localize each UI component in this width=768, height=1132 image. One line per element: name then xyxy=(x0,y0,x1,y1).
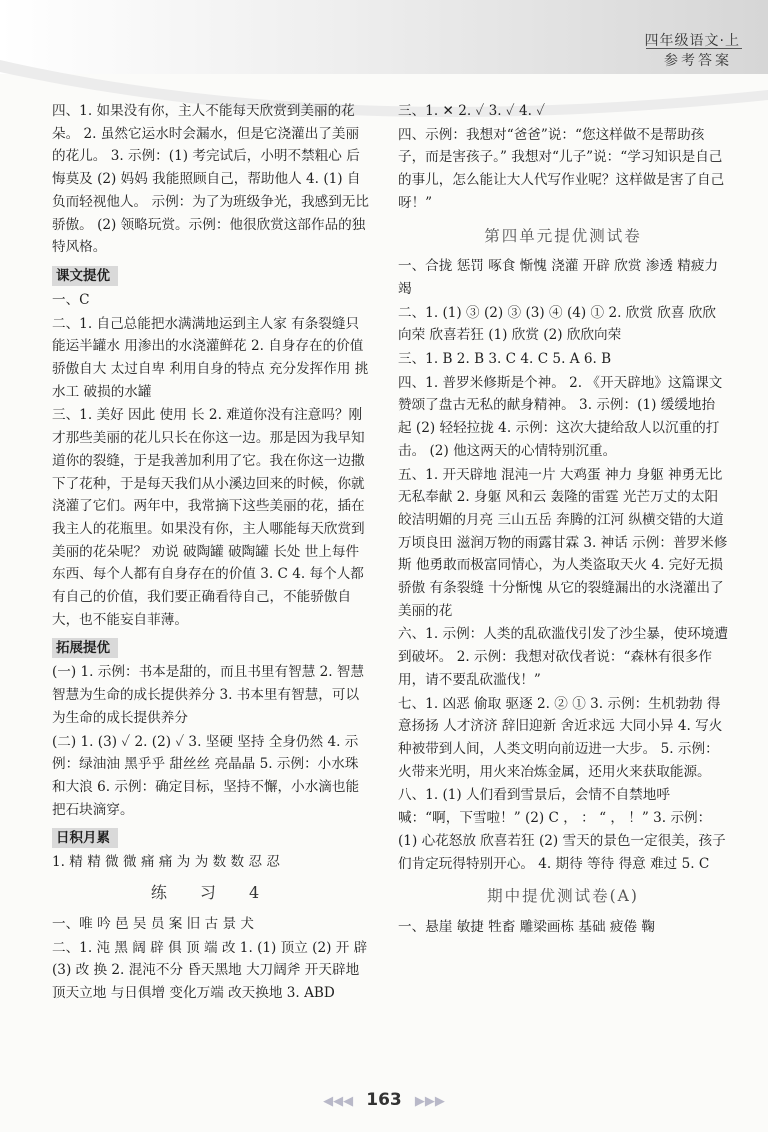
right-column xyxy=(398,100,728,940)
right-answer-paragraph: 一、合拢 惩罚 啄食 惭愧 浇灌 开辟 欣赏 渗透 精疲力竭 xyxy=(398,258,719,297)
right-answer-paragraph: 六、1. 示例：人类的乱砍滥伐引发了沙尘暴，使环境遭到破坏。 2. 示例：我想对砍伐者说：“森林有很多作用，请不要乱砍滥伐！” xyxy=(398,626,728,688)
left-answer-paragraph: 一、C xyxy=(52,291,90,308)
header-grade: 四年级语文·上 xyxy=(644,33,740,49)
next-page-arrows[interactable]: ▶▶▶ xyxy=(414,1094,445,1109)
header-divider xyxy=(646,48,742,49)
left-answer-paragraph: 四、1. 如果没有你，主人不能每天欣赏到美丽的花朵。 2. 虽然它运水时会漏水，但是它浇灌出了美丽的花儿。 3. 示例：(1) 考完试后，小明不禁粗心 后悔莫及 (2) 妈妈 我能照顾自己，帮助他人 4. (1) 自负而轻视他人。 示例：为了为班级争光，我感到无比骄傲。 (2) 领略玩赏。示例：他很欣赏这部作品的独特风格。 xyxy=(52,103,369,256)
page-footer xyxy=(0,1090,768,1110)
left-answer-paragraph: (二) 1. (3) ✓ 2. (2) ✓ 3. 坚硬 坚持 全身仍然 4. 示例：绿油油 黑乎乎 甜丝丝 亮晶晶 5. 示例：小水珠和大浪 6. 示例：确定目标，坚持不懈，小水滴也能把石块滴穿。 xyxy=(52,733,360,818)
right-answer-paragraph: 三、1. B 2. B 3. C 4. C 5. A 6. B xyxy=(398,351,612,368)
left-answer-paragraph: 二、1. 自己总能把水满满地运到主人家 有条裂缝只能运半罐水 用渗出的水浇灌鲜花 2. 自身存在的价值 骄傲自大 太过自卑 利用自身的特点 充分发挥作用 挑水工 破损的水罐 xyxy=(52,315,369,400)
header-section: 参考答案 xyxy=(664,53,732,69)
left-answer-paragraph: 1. 精 精 微 微 痛 痛 为 为 数 数 忍 忍 xyxy=(52,854,280,871)
page-number: 163 xyxy=(366,1090,402,1110)
left-section-heading: 日积月累 xyxy=(52,828,118,848)
right-section-title: 第四单元提优测试卷 xyxy=(484,226,642,245)
right-answer-paragraph: 四、示例：我想对“爸爸”说：“您这样做不是帮助孩子，而是害孩子。” 我想对“儿子”说：“学习知识是自己的事儿，怎么能让大人代写作业呢？这样做是害了自己呀！” xyxy=(398,126,725,211)
left-section-heading: 拓展提优 xyxy=(52,638,118,658)
prev-page-arrows[interactable]: ◀◀◀ xyxy=(323,1094,354,1109)
left-answer-paragraph: 二、1. 沌 黑 阔 辟 俱 顶 端 改 1. (1) 顶立 (2) 开 辟 (3) 改 换 2. 混沌不分 昏天黑地 大刀阔斧 开天辟地 顶天立地 与日俱增 变化万端 改天换地 3. ABD xyxy=(52,939,372,1001)
right-answer-paragraph: 二、1. (1) ③ (2) ③ (3) ④ (4) ① 2. 欣赏 欣喜 欣欣向荣 欣喜若狂 (1) 欣赏 (2) 欣欣向荣 xyxy=(398,304,716,344)
right-answer-paragraph: 五、1. 开天辟地 混沌一片 大鸡蛋 神力 身躯 神勇无比 无私奉献 2. 身躯 风和云 轰隆的雷霆 光芒万丈的太阳 皎洁明媚的月亮 三山五岳 奔腾的江河 纵横交错的大道 万顷良田 滋润万物的雨露甘霖 3. 神话 示例：普罗米修斯 他勇敢而极富同情心，为人类盗取天火 4. 完好无损 骄傲 有条裂缝 十分惭愧 从它的裂缝漏出的水浇灌出了美丽的花 xyxy=(398,466,728,619)
left-column xyxy=(52,100,372,1006)
left-answer-paragraph: 一、唯 吟 邑 吴 员 案 旧 古 景 犬 xyxy=(52,915,255,932)
right-answer-paragraph: 四、1. 普罗米修斯是个神。 2. 《开天辟地》这篇课文赞颂了盘古无私的献身精神。 3. 示例：(1) 缓缓地抬起 (2) 轻轻拉拢 4. 示例：这次大捷给敌人以沉重的打击。 (2) 他这两天的心情特别沉重。 xyxy=(398,374,723,459)
left-answer-paragraph: 三、1. 美好 因此 使用 长 2. 难道你没有注意吗？刚才那些美丽的花儿只长在你这一边。那是因为我早知道你的裂缝，于是我善加利用了它。我在你这一边撒下了花种，于是每天我们从小溪边回来的时候，你就浇灌了它们。两年中，我常摘下这些美丽的花，插在我主人的花瓶里。如果没有你，主人哪能每天欣赏到美丽的花朵呢？ 劝说 破陶罐 破陶罐 长处 世上每件东西、每个人都有自身存在的价值 3. C 4. 每个人都有自己的价值，我们要正确看待自己，不能骄傲自大，也不能妄自菲薄。 xyxy=(52,407,365,628)
right-section-title: 期中提优测试卷(A) xyxy=(487,887,639,906)
right-answer-paragraph: 七、1. 凶恶 偷取 驱逐 2. ② ① 3. 示例：生机勃勃 得意扬扬 人才济济 辞旧迎新 舍近求远 大同小异 4. 写火种被带到人间，人类文明向前迈进一大步。 5. 示例：火带来光明，用火来冶炼金属，还用火来获取能源。 xyxy=(398,695,723,780)
left-section-title: 练 习 4 xyxy=(150,883,274,903)
left-answer-paragraph: (一) 1. 示例：书本是甜的，而且书里有智慧 2. 智慧 智慧为生命的成长提供养分 3. 书本里有智慧，可以为生命的成长提供养分 xyxy=(52,664,369,726)
left-section-heading: 课文提优 xyxy=(52,266,118,286)
right-answer-paragraph: 八、1. (1) 人们看到雪景后，会情不自禁地呼喊：“啊，下雪啦！” (2) C ， ： “ ， ！” 3. 示例：(1) 心花怒放 欣喜若狂 (2) 雪天的景色一定很美，孩子们肯定玩得特别开心。 4. 期待 等待 得意 难过 5. C xyxy=(398,787,726,872)
right-answer-paragraph: 三、1. ✕ 2. ✓ 3. ✓ 4. ✓ xyxy=(398,103,546,119)
right-answer-paragraph: 一、悬崖 敏捷 牲畜 雕梁画栋 基础 疲倦 鞠 xyxy=(398,918,656,935)
